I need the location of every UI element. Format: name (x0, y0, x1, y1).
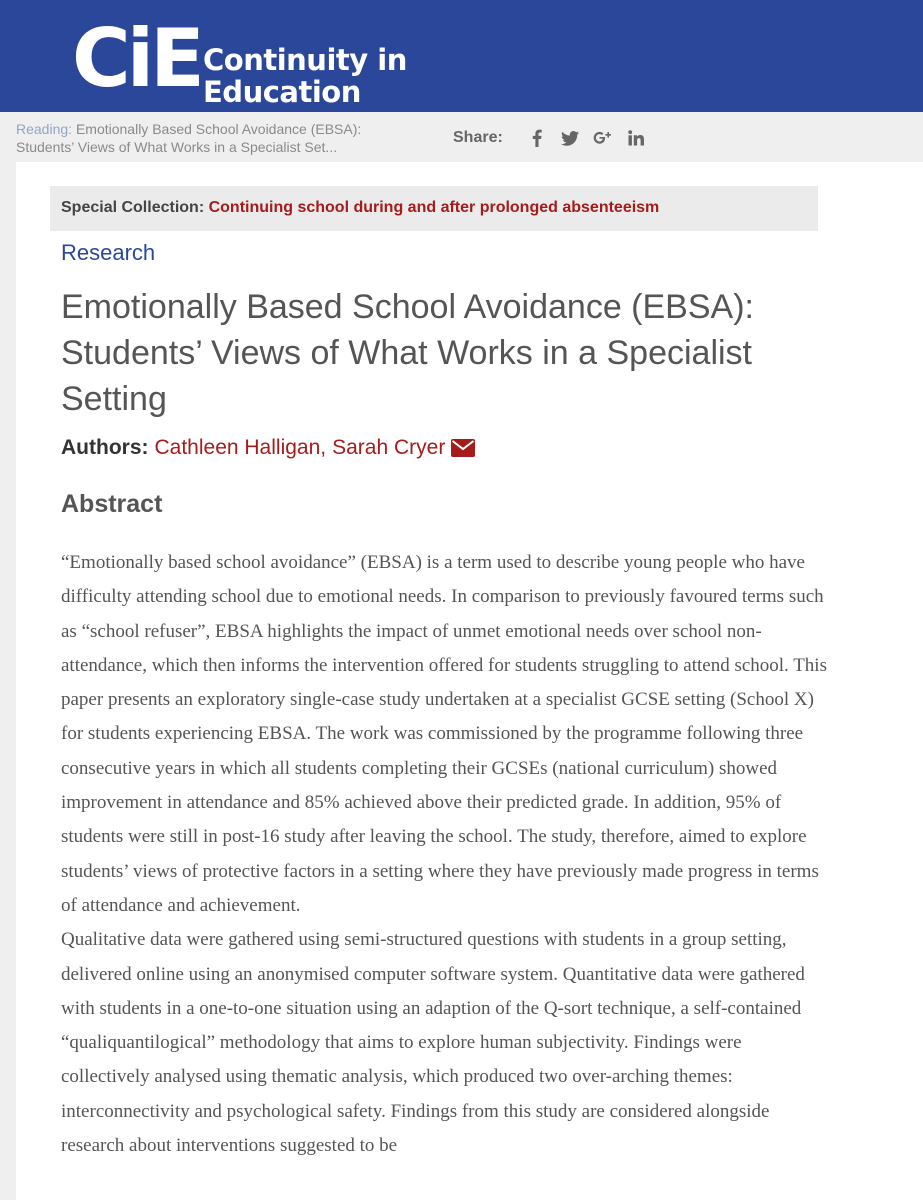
article-title: Emotionally Based School Avoidance (EBSA): Students’ Views of What Works in a Specialist Setting (61, 288, 754, 418)
share-bar (453, 127, 647, 149)
abstract-heading: Abstract (61, 490, 163, 518)
reading-title: Emotionally Based School Avoidance (EBSA): Students’ Views of What Works in a Specialist Set... (16, 121, 362, 155)
article-container (16, 162, 923, 1200)
author-link[interactable]: Sarah Cryer (332, 436, 446, 459)
author-separator: , (320, 436, 327, 459)
special-collection-label: Special Collection: (61, 199, 205, 216)
authors-label: Authors: (61, 436, 149, 459)
logo-wordmark (203, 44, 407, 108)
abstract-paragraph: “Emotionally based school avoidance” (EBSA) is a term used to describe young people who have difficulty attending school due to emotional needs. In comparison to previously favoured terms such as “school refuser”, EBSA highlights the impact of unmet emotional needs over school non-attendance, which then informs the intervention offered for students struggling to attend school. This paper presents an exploratory single-case study undertaken at a specialist GCSE setting (School X) for students experiencing EBSA. The work was commissioned by the programme following three consecutive years in which all students completing their GCSEs (national curriculum) showed improvement in attendance and 85% achieved above their predicted grade. In addition, 95% of students were still in post-16 study after leaving the school. The study, therefore, aimed to explore students’ views of protective factors in a setting where they have previously made progress in terms of attendance and achievement. (61, 552, 827, 916)
site-header (0, 0, 923, 112)
abstract-body (61, 546, 831, 1163)
logo-line-2: Education (203, 75, 361, 109)
reading-label: Reading: (16, 121, 73, 137)
cie-logo-mark (72, 18, 202, 94)
linkedin-icon[interactable] (625, 127, 647, 149)
abstract-paragraph: Qualitative data were gathered using semi-structured questions with students in a group setting, delivered online using an anonymised computer software system. Quantitative data were gathered with students in a one-to-one situation using an adaption of the Q-sort technique, a self-contained “qualiquantilogical” methodology that aims to explore human subjectivity. Findings were collectively analysed using thematic analysis, which produced two over-arching themes: interconnectivity and psychological safety. Findings from this study are considered alongside research about interventions suggested to be (61, 929, 805, 1157)
author-link[interactable]: Cathleen Halligan (154, 436, 321, 459)
article-type[interactable]: Research (61, 240, 156, 265)
special-collection-link[interactable]: Continuing school during and after prolonged absenteeism (208, 199, 660, 216)
reading-indicator (16, 120, 396, 156)
authors-line (61, 436, 475, 460)
twitter-icon[interactable] (559, 127, 581, 149)
special-collection-banner (50, 186, 818, 231)
cie-logo-letters: CiE (72, 18, 201, 94)
share-label: Share: (453, 129, 503, 146)
envelope-icon[interactable] (451, 439, 475, 457)
logo-line-1: Continuity in (203, 43, 407, 77)
facebook-icon[interactable] (526, 127, 548, 149)
google-plus-icon[interactable] (592, 127, 614, 149)
reading-bar (0, 112, 923, 162)
